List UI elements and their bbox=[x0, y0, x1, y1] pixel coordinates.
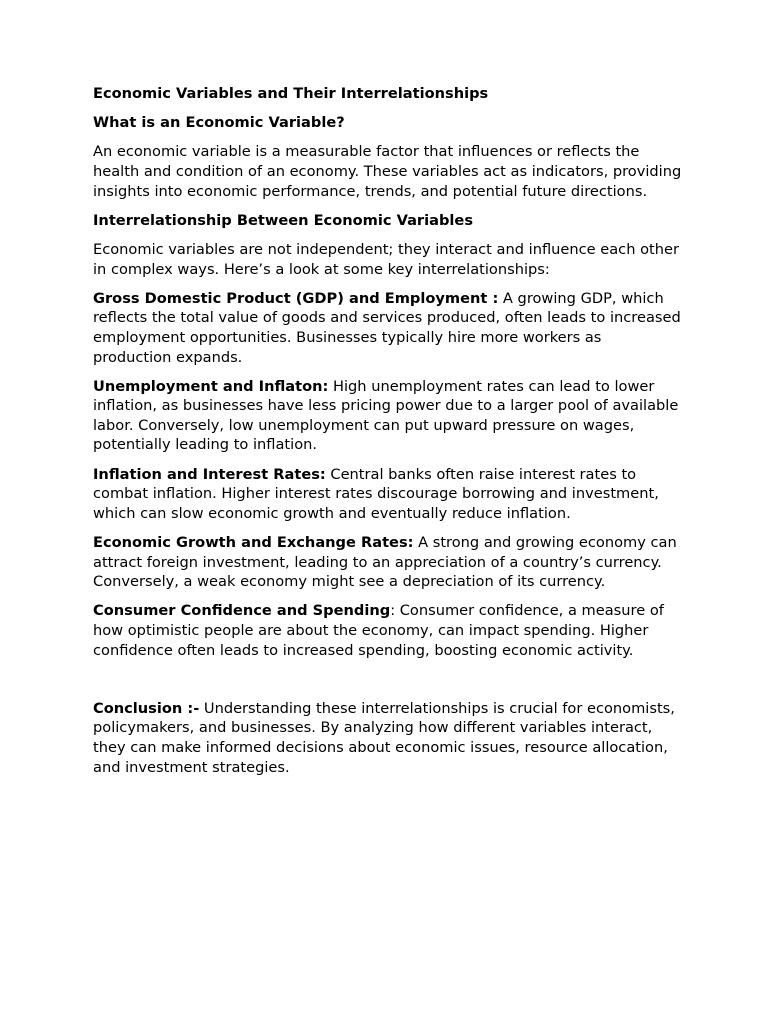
term-gdp-employment: Gross Domestic Product (GDP) and Employment : bbox=[93, 289, 499, 307]
text-conclusion: Understanding these interrelationships is crucial for economists, policymakers, and businesses. By analyzing how different variables interact, they can make informed decisions about economic issues, resource allocation, and investment strategies. bbox=[93, 699, 675, 776]
term-growth-exchange: Economic Growth and Exchange Rates: bbox=[93, 534, 414, 552]
section-body-economic-variable: An economic variable is a measurable factor that influences or reflects the health and condition of an economy. These variables act as indicators, providing insights into economic performance, trends, and potential future directions. bbox=[93, 143, 682, 200]
blank-line bbox=[93, 670, 683, 699]
paragraph-conclusion bbox=[93, 699, 683, 777]
text-gdp-employment: A growing GDP, which reflects the total value of goods and services produced, often leads to increased employment opportunities. Businesses typically hire more workers as production expands. bbox=[93, 289, 681, 366]
paragraph-inflation-interest bbox=[93, 465, 683, 524]
text-inflation-interest: Central banks often raise interest rates to combat inflation. Higher interest rates discourage borrowing and investment, which can slow economic growth and eventually reduce inflation. bbox=[93, 465, 659, 522]
document-title: Economic Variables and Their Interrelationships bbox=[93, 85, 489, 102]
document-page bbox=[93, 84, 683, 787]
term-unemployment-inflation: Unemployment and Inflaton: bbox=[93, 377, 329, 395]
section-heading-interrelationship: Interrelationship Between Economic Variables bbox=[93, 211, 474, 229]
term-conclusion: Conclusion :- bbox=[93, 699, 200, 717]
section-heading-economic-variable: What is an Economic Variable? bbox=[93, 114, 345, 132]
paragraph-gdp-employment bbox=[93, 289, 683, 367]
paragraph-confidence-spending bbox=[93, 601, 683, 660]
paragraph-unemployment-inflation bbox=[93, 377, 683, 455]
term-inflation-interest: Inflation and Interest Rates: bbox=[93, 465, 326, 483]
text-unemployment-inflation: High unemployment rates can lead to lower inflation, as businesses have less pricing power due to a larger pool of available labor. Conversely, low unemployment can put upward pressure on wages, potentially leading to inflation. bbox=[93, 377, 679, 454]
section-intro-interrelationship: Economic variables are not independent; they interact and influence each other in complex ways. Here’s a look at some key interrelationships: bbox=[93, 240, 679, 278]
paragraph-growth-exchange bbox=[93, 533, 683, 592]
text-growth-exchange: A strong and growing economy can attract foreign investment, leading to an appreciation of a country’s currency. Conversely, a weak economy might see a depreciation of its currency. bbox=[93, 534, 677, 591]
term-confidence-spending: Consumer Confidence and Spending bbox=[93, 602, 391, 620]
text-confidence-spending: : Consumer confidence, a measure of how optimistic people are about the economy, can impact spending. Higher confidence often leads to increased spending, boosting economic activity. bbox=[93, 602, 664, 659]
